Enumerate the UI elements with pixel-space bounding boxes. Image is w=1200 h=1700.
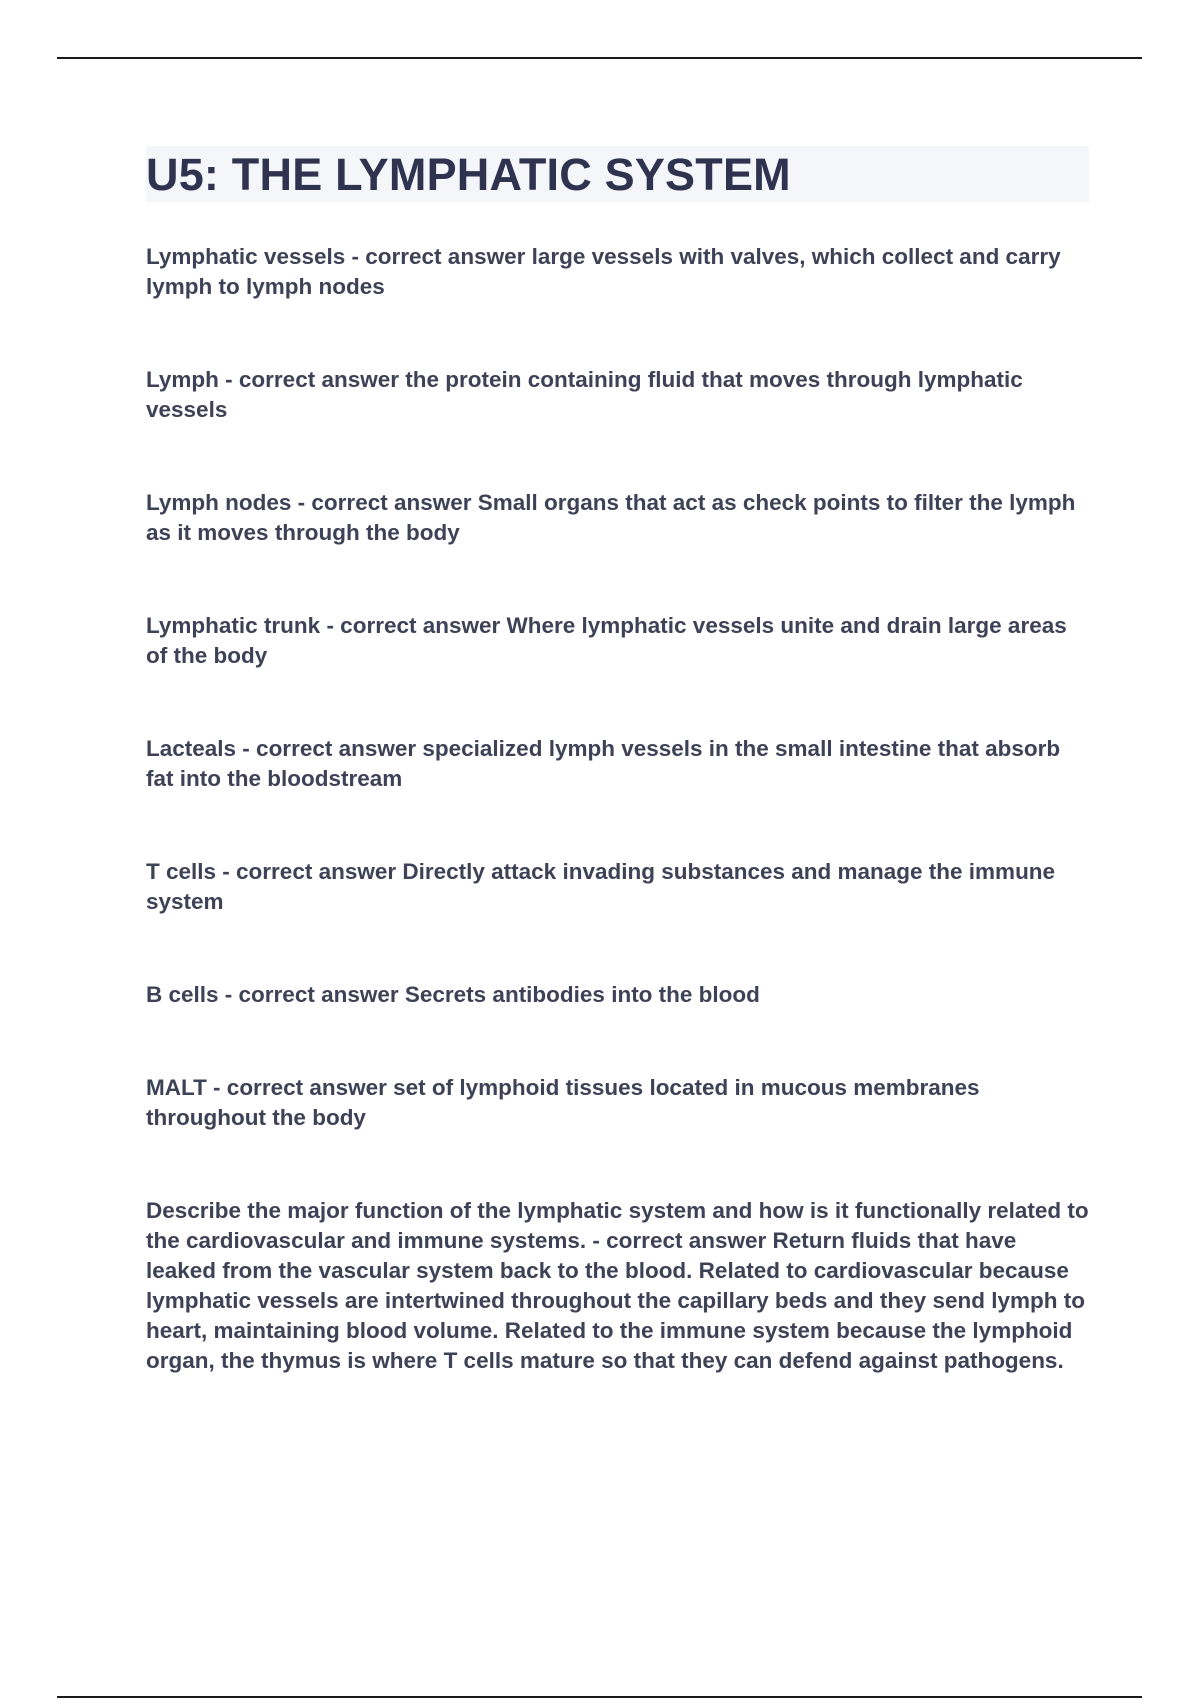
qa-item: B cells - correct answer Secrets antibodies into the blood — [146, 982, 760, 1007]
qa-item: Lymphatic vessels - correct answer large vessels with valves, which collect and carry lymph to lymph nodes — [146, 244, 1061, 299]
bottom-divider — [57, 1696, 1142, 1698]
title-band — [146, 146, 1089, 202]
qa-item: Lymph - correct answer the protein containing fluid that moves through lymphatic vessels — [146, 367, 1023, 422]
qa-item: Lymphatic trunk - correct answer Where lymphatic vessels unite and drain large areas of the body — [146, 613, 1067, 668]
qa-item: Lymph nodes - correct answer Small organs that act as check points to filter the lymph as it moves through the body — [146, 490, 1076, 545]
qa-item: T cells - correct answer Directly attack invading substances and manage the immune system — [146, 859, 1056, 914]
top-divider — [57, 57, 1142, 59]
page-title: U5: THE LYMPHATIC SYSTEM — [146, 148, 791, 200]
qa-item: MALT - correct answer set of lymphoid tissues located in mucous membranes throughout the body — [146, 1075, 980, 1130]
qa-item: Describe the major function of the lymphatic system and how is it functionally related to the cardiovascular and immune systems. - correct answer Return fluids that have leaked from the vascular system back to the blood. Related to cardiovascular because lymphatic vessels are intertwined throughout the capillary beds and they send lymph to heart, maintaining blood volume. Related to the immune system because the lymphoid organ, the thymus is where T cells mature so that they can defend against pathogens. — [146, 1198, 1089, 1373]
qa-item: Lacteals - correct answer specialized lymph vessels in the small intestine that absorb fat into the bloodstream — [146, 736, 1061, 791]
document-body — [146, 146, 1091, 1376]
